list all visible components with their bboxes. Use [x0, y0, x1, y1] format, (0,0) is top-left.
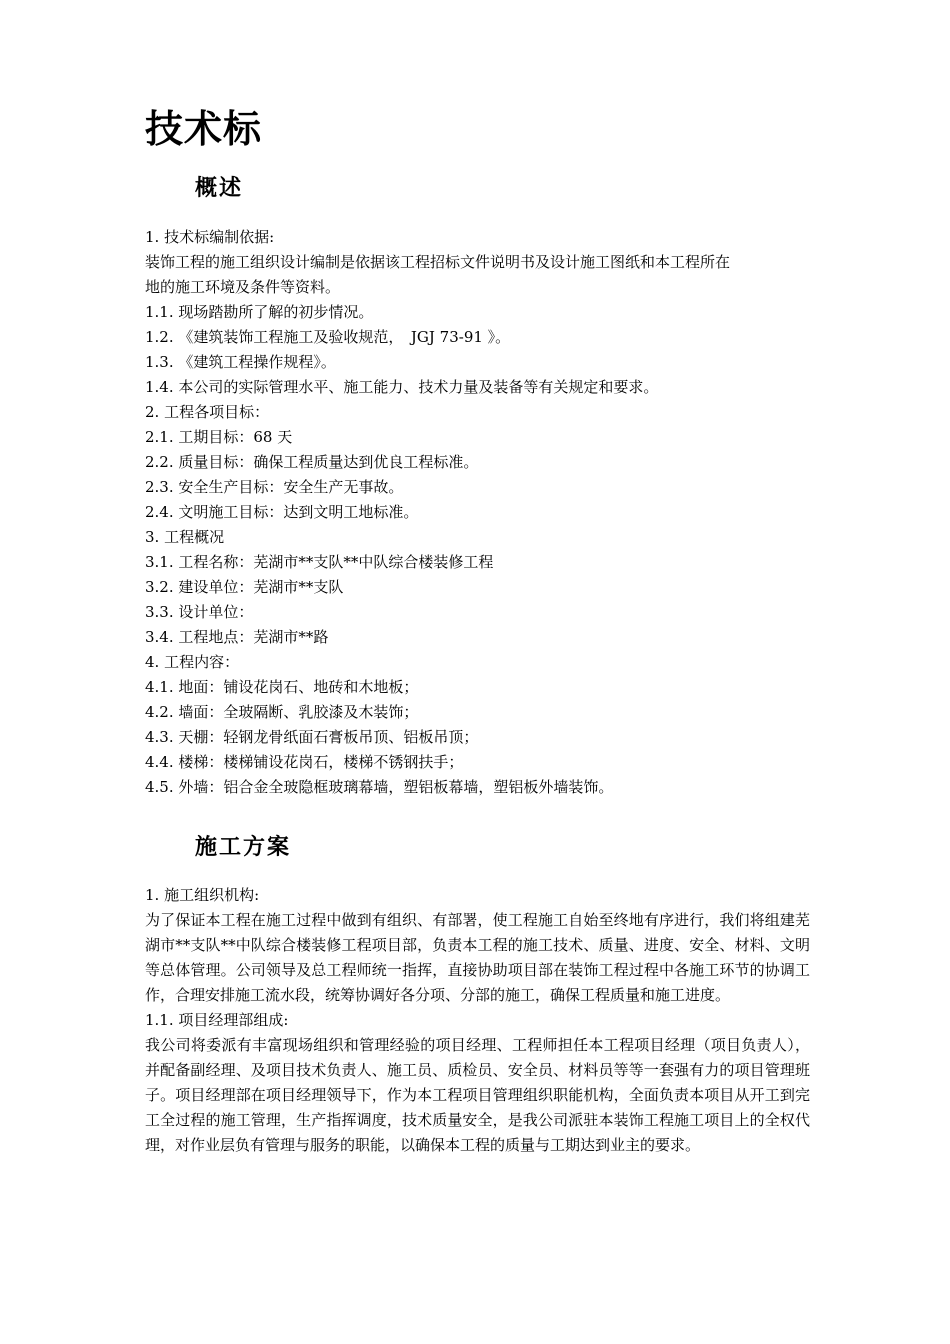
overview-line: 4.3. 天棚：轻钢龙骨纸面石膏板吊顶、铝板吊顶； — [145, 728, 479, 746]
overview-line: 1.3. 《建筑工程操作规程》。 — [145, 353, 336, 371]
construction-item-label: 1. 施工组织机构: — [145, 886, 260, 904]
construction-section — [145, 883, 810, 1158]
overview-line: 4. 工程内容： — [145, 653, 240, 671]
overview-line: 3.4. 工程地点：芜湖市**路 — [145, 628, 329, 646]
overview-line: 3.3. 设计单位： — [145, 603, 254, 621]
construction-subitem-label: 1.1. 项目经理部组成: — [145, 1011, 289, 1029]
overview-line: 地的施工环境及条件等资料。 — [145, 278, 341, 296]
overview-line: 4.5. 外墙：铝合金全玻隐框玻璃幕墙，塑铝板幕墙，塑铝板外墙装饰。 — [145, 778, 614, 796]
overview-line: 4.4. 楼梯：楼梯铺设花岗石，楼梯不锈钢扶手； — [145, 753, 464, 771]
overview-line: 2.2. 质量目标：确保工程质量达到优良工程标准。 — [145, 453, 479, 471]
overview-line: 1.4. 本公司的实际管理水平、施工能力、技术力量及装备等有关规定和要求。 — [145, 378, 659, 396]
overview-line: 4.1. 地面：铺设花岗石、地砖和木地板； — [145, 678, 419, 696]
overview-line: 3.1. 工程名称：芜湖市**支队**中队综合楼装修工程 — [145, 553, 494, 571]
overview-line: 2. 工程各项目标： — [145, 403, 270, 421]
overview-line: 1.1. 现场踏勘所了解的初步情况。 — [145, 303, 374, 321]
overview-line: 2.3. 安全生产目标：安全生产无事故。 — [145, 478, 404, 496]
overview-section — [145, 225, 810, 800]
overview-heading: 概述 — [195, 175, 244, 201]
overview-line: 装饰工程的施工组织设计编制是依据该工程招标文件说明书及设计施工图纸和本工程所在 — [145, 253, 731, 271]
overview-line: 4.2. 墙面：全玻隔断、乳胶漆及木装饰； — [145, 703, 419, 721]
overview-line: 1. 技术标编制依据: — [145, 228, 275, 246]
construction-heading: 施工方案 — [195, 834, 292, 860]
overview-line: 3. 工程概况 — [145, 528, 225, 546]
construction-subitem-paragraph: 我公司将委派有丰富现场组织和管理经验的项目经理、工程师担任本工程项目经理（项目负责人），并配备副经理、及项目技术负责人、施工员、质检员、安全员、材料员等等一套强有力的项目管理班子。项目经理部在项目经理领导下，作为本工程项目管理组织职能机构，全面负责本项目从开工到完工全过程的施工管理，生产指挥调度，技术质量安全，是我公司派驻本装饰工程施工项目上的全权代理，对作业层负有管理与服务的职能，以确保本工程的质量与工期达到业主的要求。 — [145, 1036, 810, 1154]
construction-item-paragraph: 为了保证本工程在施工过程中做到有组织、有部署，使工程施工自始至终地有序进行，我们将组建芜湖市**支队**中队综合楼装修工程项目部，负责本工程的施工技术、质量、进度、安全、材料、文明等总体管理。公司领导及总工程师统一指挥，直接协助项目部在装饰工程过程中各施工环节的协调工作，合理安排施工流水段，统筹协调好各分项、分部的施工，确保工程质量和施工进度。 — [145, 911, 810, 1004]
document-title: 技术标 — [145, 106, 263, 151]
overview-line: 3.2. 建设单位：芜湖市**支队 — [145, 578, 344, 596]
overview-line: 2.4. 文明施工目标：达到文明工地标准。 — [145, 503, 419, 521]
overview-line: 1.2. 《建筑装饰工程施工及验收规范， JGJ 73-91 》。 — [145, 328, 511, 346]
overview-line: 2.1. 工期目标：68 天 — [145, 428, 293, 446]
